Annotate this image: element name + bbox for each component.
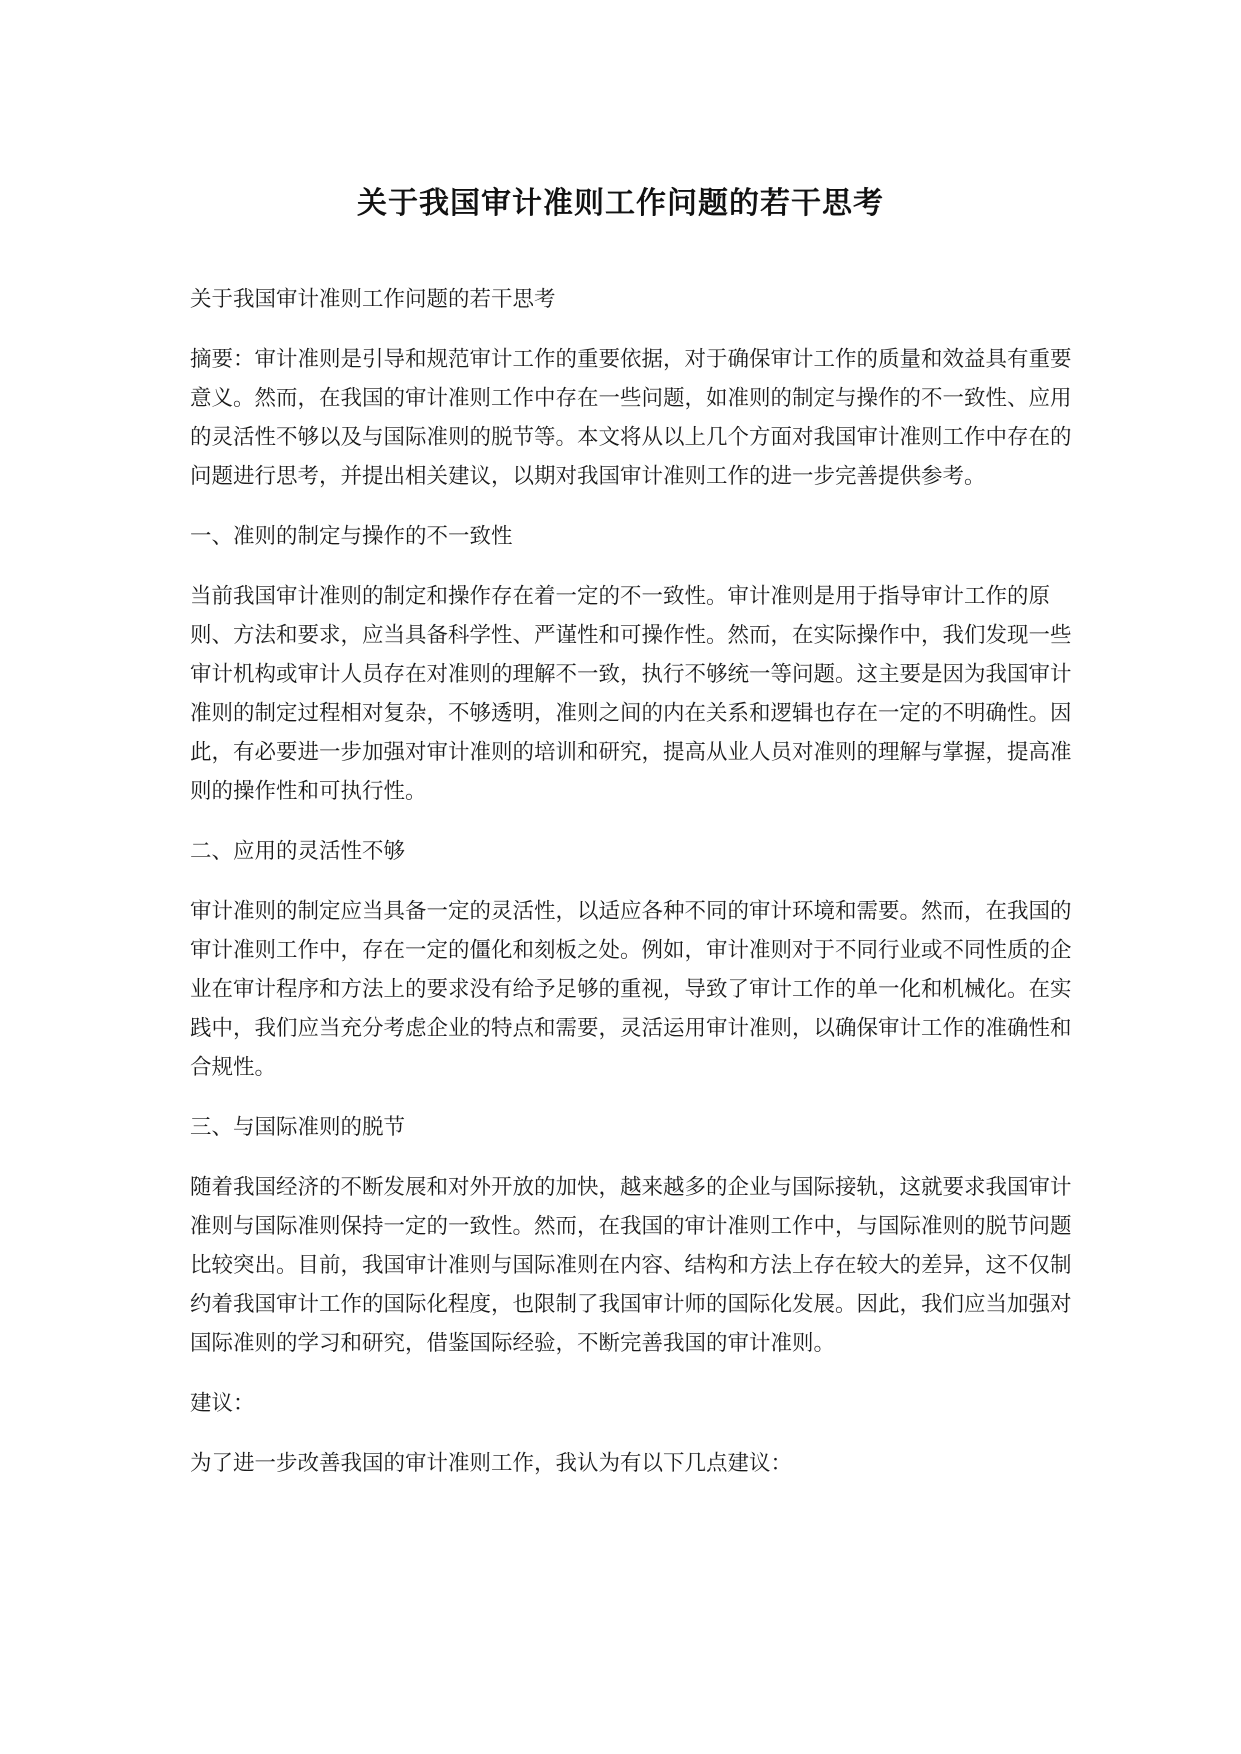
section-1-heading: 一、准则的制定与操作的不一致性	[190, 524, 513, 549]
subtitle-paragraph: 关于我国审计准则工作问题的若干思考	[190, 287, 556, 312]
document-body	[190, 280, 1080, 1504]
section-1-body: 当前我国审计准则的制定和操作存在着一定的不一致性。审计准则是用于指导审计工作的原则、方法和要求，应当具备科学性、严谨性和可操作性。然而，在实际操作中，我们发现一些审计机构或审计人员存在对准则的理解不一致，执行不够统一等问题。这主要是因为我国审计准则的制定过程相对复杂，不够透明，准则之间的内在关系和逻辑也存在一定的不明确性。因此，有必要进一步加强对审计准则的培训和研究，提高从业人员对准则的理解与掌握，提高准则的操作性和可执行性。	[190, 584, 1072, 804]
section-3-heading: 三、与国际准则的脱节	[190, 1115, 406, 1140]
suggestion-label: 建议：	[190, 1391, 255, 1416]
section-2-heading: 二、应用的灵活性不够	[190, 839, 406, 864]
abstract-paragraph: 摘要：审计准则是引导和规范审计工作的重要依据，对于确保审计工作的质量和效益具有重要意义。然而，在我国的审计准则工作中存在一些问题，如准则的制定与操作的不一致性、应用的灵活性不够以及与国际准则的脱节等。本文将从以上几个方面对我国审计准则工作中存在的问题进行思考，并提出相关建议，以期对我国审计准则工作的进一步完善提供参考。	[190, 347, 1072, 489]
section-3-body: 随着我国经济的不断发展和对外开放的加快，越来越多的企业与国际接轨，这就要求我国审计准则与国际准则保持一定的一致性。然而，在我国的审计准则工作中，与国际准则的脱节问题比较突出。目前，我国审计准则与国际准则在内容、结构和方法上存在较大的差异，这不仅制约着我国审计工作的国际化程度，也限制了我国审计师的国际化发展。因此，我们应当加强对国际准则的学习和研究，借鉴国际经验，不断完善我国的审计准则。	[190, 1175, 1072, 1356]
suggestion-intro: 为了进一步改善我国的审计准则工作，我认为有以下几点建议：	[190, 1451, 793, 1476]
section-2-body: 审计准则的制定应当具备一定的灵活性，以适应各种不同的审计环境和需要。然而，在我国的审计准则工作中，存在一定的僵化和刻板之处。例如，审计准则对于不同行业或不同性质的企业在审计程序和方法上的要求没有给予足够的重视，导致了审计工作的单一化和机械化。在实践中，我们应当充分考虑企业的特点和需要，灵活运用审计准则，以确保审计工作的准确性和合规性。	[190, 899, 1072, 1080]
page-title: 关于我国审计准则工作问题的若干思考	[357, 186, 884, 221]
